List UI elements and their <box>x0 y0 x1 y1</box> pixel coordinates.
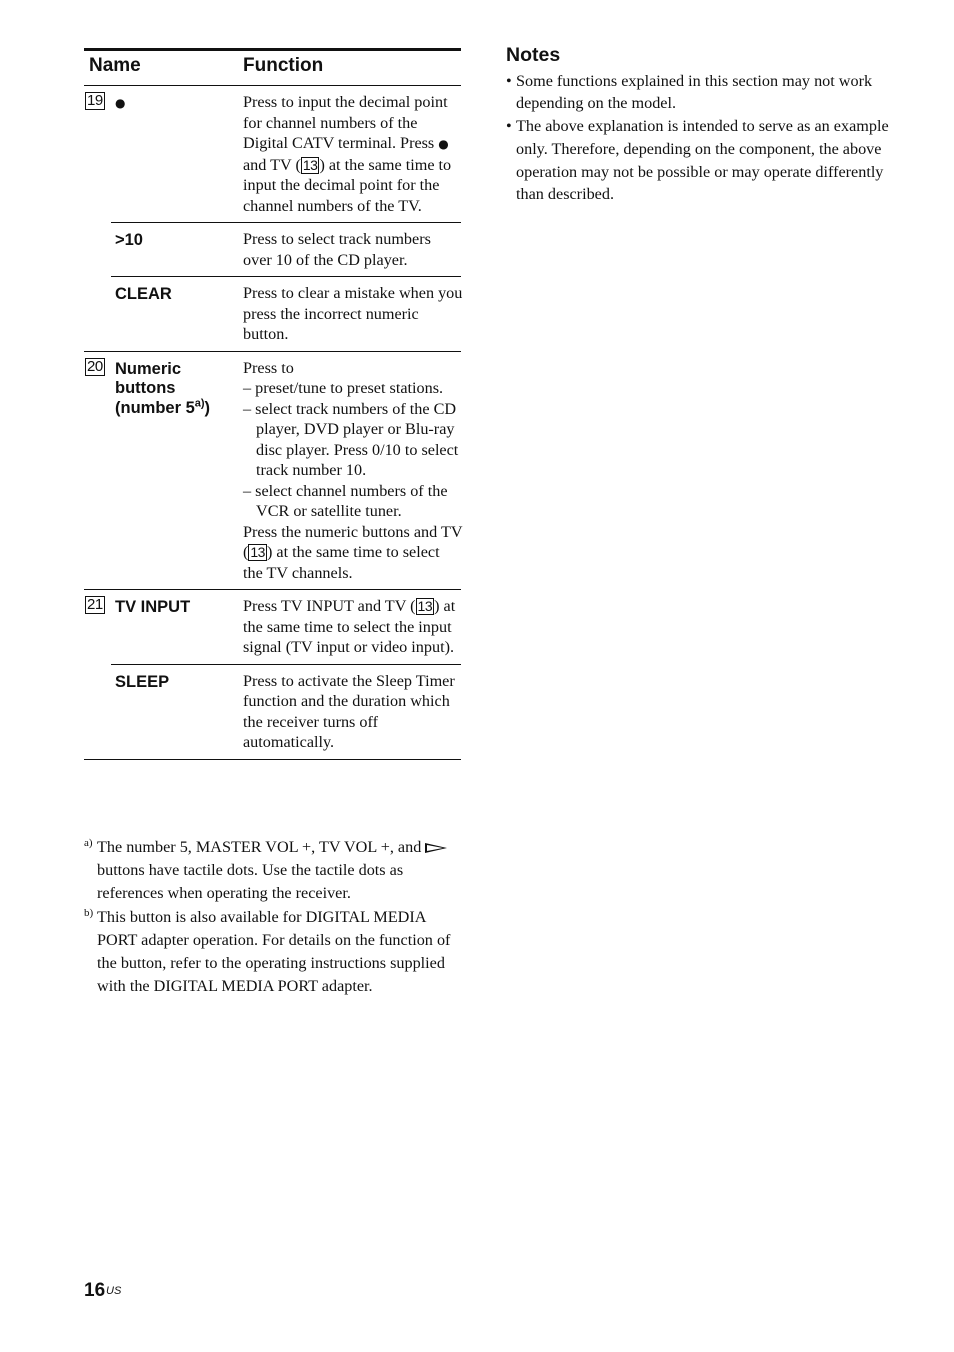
table-subrow <box>111 222 461 276</box>
button-name: Numeric buttons (number 5$^{a)}$) <box>115 359 211 417</box>
table-row-19 <box>84 86 461 352</box>
list-item: – select track numbers of the CD player, DVD player or Blu-ray disc player. Press 0/10 to select track number 10. <box>243 399 459 479</box>
item-number-20: 20 <box>87 357 103 375</box>
notes-title: Notes <box>506 44 561 66</box>
item-number-ref: 13 <box>302 156 318 173</box>
button-name: CLEAR <box>115 285 172 303</box>
button-name: >10 <box>115 231 143 249</box>
footnote-a: a) The number 5, MASTER VOL +, TV VOL +, and buttons have tactile dots. Use the tactile dots as references when operating the receiver. <box>84 836 461 904</box>
list-item: – preset/tune to preset stations. <box>243 379 444 397</box>
item-number-ref: 13 <box>417 598 433 614</box>
table-subrow <box>111 590 461 664</box>
function-description: Press to select track numbers over 10 of the CD player. <box>243 230 431 269</box>
function-table <box>84 48 461 760</box>
table-header <box>84 48 461 86</box>
notes-section <box>506 45 891 206</box>
table-subrow <box>111 86 461 222</box>
dot-button-name: ● <box>115 96 126 110</box>
function-description: Press TV INPUT and TV ( 13 ) at the same time to select the input signal (TV input or video input). <box>243 597 456 656</box>
bullet-icon: • <box>506 71 512 90</box>
footnotes <box>84 836 461 1000</box>
table-subrow <box>111 276 461 351</box>
bullet-icon: • <box>506 117 512 136</box>
table-subrow <box>111 664 461 759</box>
table-subrow <box>111 352 461 590</box>
item-number-ref: 13 <box>250 544 265 560</box>
item-number-21: 21 <box>87 596 103 613</box>
table-row-20 <box>84 352 461 591</box>
dot-icon: ● <box>438 137 449 151</box>
play-triangle-icon <box>425 843 447 853</box>
button-name: TV INPUT <box>115 598 191 616</box>
note-item: • Some functions explained in this section may not work depending on the model. <box>506 71 873 113</box>
header-name: Name <box>89 55 141 76</box>
page-region-suffix: US <box>106 1285 122 1297</box>
note-item: • The above explanation is intended to serve as an example only. Therefore, depending on the component, the above operation may not be possible or may operate differently than described. <box>506 117 889 204</box>
list-item: – select channel numbers of the VCR or satellite tuner. <box>243 481 448 520</box>
footnote-b: b) This button is also available for DIGITAL MEDIA PORT adapter operation. For details on the function of the button, refer to the operating instructions supplied with the DIGITAL MEDIA PORT adapter. <box>84 906 461 997</box>
function-description: Press to input the decimal point for channel numbers of the Digital CATV terminal. Press ● and TV ( 13 ) at the same time to input the decimal point for the channel numbers of the TV. <box>243 93 452 215</box>
function-description: Press to – preset/tune to preset stations. – select track numbers of the CD player, DVD player or Blu-ray disc player. Press 0/10 to select track number 10. – select channel numbers of the VCR or satellite tuner. Press the numeric buttons and TV ( 13 ) at the same time to select the TV channels. <box>243 358 463 582</box>
function-description: Press to clear a mistake when you press the incorrect numeric button. <box>243 284 463 343</box>
footnote-mark: b) <box>84 907 94 920</box>
header-function: Function <box>243 55 324 76</box>
function-description: Press to activate the Sleep Timer function and the duration which the receiver turns off automatically. <box>243 671 455 751</box>
item-number-19: 19 <box>87 92 103 109</box>
footnote-mark: a) <box>84 837 93 849</box>
page-number: 16 <box>84 1280 106 1301</box>
table-row-21 <box>84 590 461 760</box>
button-name: SLEEP <box>115 672 170 691</box>
